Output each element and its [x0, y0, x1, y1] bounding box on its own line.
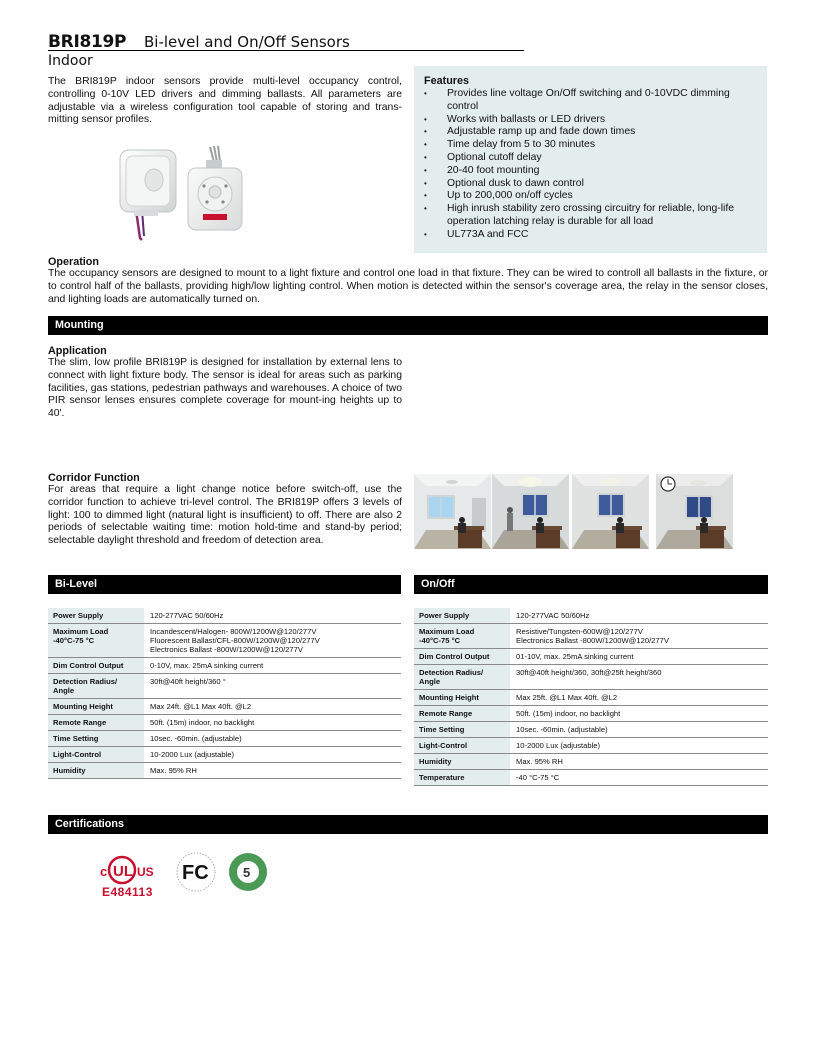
spec-value: Max 24ft. @L1 Max 40ft. @L2 — [144, 699, 401, 715]
table-row — [414, 690, 768, 706]
spec-value: Incandescent/Halogen- 800W/1200W@120/277V Fluorescent Ballast/CFL-800W/1200W@120/277V Electronics Ballast -800W/1200W@120/277V — [144, 624, 401, 658]
feature-list — [424, 88, 757, 242]
application-paragraph: The slim, low profile BRI819P is designed for installation by external lens to connect with light fixture body. The sensor is ideal for areas such as parking facilities, gas stations, pedestrian pathways and warehouses. A choice of two PIR sensor lenses ensures complete coverage for mount-ing heights up to 40'. — [48, 357, 402, 420]
cul-us-listed-icon — [100, 857, 154, 899]
table-row — [48, 699, 401, 715]
features-title: Features — [424, 75, 470, 87]
table-row — [414, 722, 768, 738]
table-row — [414, 738, 768, 754]
page-title: Bi-level and On/Off Sensors — [144, 33, 350, 51]
spec-label: Mounting Height — [414, 690, 510, 706]
sensor-product-image — [106, 138, 246, 250]
table-row — [414, 754, 768, 770]
spec-label: Humidity — [414, 754, 510, 770]
table-row — [414, 624, 768, 649]
ul-c-mark: c — [100, 864, 108, 879]
table-row — [48, 763, 401, 779]
spec-value: Resistive/Tungsten-600W@120/277V Electronics Ballast -800W/1200W@120/277V — [510, 624, 768, 649]
spec-value: -40 °C-75 °C — [510, 770, 768, 786]
spec-label: Mounting Height — [48, 699, 144, 715]
spec-value: Max 25ft. @L1 Max 40ft. @L2 — [510, 690, 768, 706]
spec-value: 0-10V, max. 25mA sinking current — [144, 658, 401, 674]
spec-label: Humidity — [48, 763, 144, 779]
intro-paragraph: The BRI819P indoor sensors provide multi-level occupancy control, controlling 0-10V LED drivers and dimming ballasts. All parameters are adjustable via a wireless configuration tool capable of storing and trans-mitting sensor profiles. — [48, 76, 402, 126]
spec-value: 10-2000 Lux (adjustable) — [510, 738, 768, 754]
corridor-paragraph: For areas that require a light change notice before switch-off, use the corridor function to achieve tri-level control. The BRI819P offers 3 levels of light: 100 to dimmed light (natural light is insufficient) to off. There are also 2 periods of selectable waiting time: motion hold-time and stand-by period; selectable daylight threshold and freedom of detection area. — [48, 484, 402, 547]
table-row — [414, 649, 768, 665]
onoff-section-bar: On/Off — [414, 575, 768, 594]
spec-label: Light-Control — [48, 747, 144, 763]
spec-value: 30ft@40ft height/360 ° — [144, 674, 401, 699]
application-heading: Application — [48, 345, 107, 357]
bilevel-spec-table — [48, 608, 401, 779]
spec-label: Remote Range — [414, 706, 510, 722]
spec-value: 10-2000 Lux (adjustable) — [144, 747, 401, 763]
certification-logos — [96, 848, 276, 902]
operation-heading: Operation — [48, 256, 99, 268]
spec-label: Maximum Load -40°C-75 °C — [414, 624, 510, 649]
feature-item: • UL773A and FCC — [424, 229, 757, 242]
fcc-mark: FC — [182, 862, 209, 884]
feature-item: • Up to 200,000 on/off cycles — [424, 190, 757, 203]
table-row — [414, 608, 768, 624]
table-row — [414, 665, 768, 690]
onoff-spec-table — [414, 608, 768, 786]
table-row — [414, 770, 768, 786]
feature-item: • Adjustable ramp up and fade down times — [424, 126, 757, 139]
room-illustration-occupied — [492, 474, 569, 549]
room-illustration-daylight — [414, 474, 491, 549]
feature-item: • High inrush stability zero crossing circuitry for reliable, long-life operation latching relay is durable for all load — [424, 203, 757, 229]
feature-item: • 20-40 foot mounting — [424, 165, 757, 178]
operation-paragraph: The occupancy sensors are designed to mount to a light fixture and control one load in that fixture. They can be wired to controll all ballasts in the fixture, or to control half of the ballasts, providing high/low lighting control. When motion is detected within the sensor's coverage area, the relay in the sensor closes, and lighting loads are automatically turned on. — [48, 268, 768, 305]
ul-mark: UL — [113, 863, 133, 880]
product-photo — [106, 138, 246, 250]
table-row — [48, 731, 401, 747]
spec-value: 50ft. (15m) indoor, no backlight — [510, 706, 768, 722]
spec-value: 50ft. (15m) indoor, no backlight — [144, 715, 401, 731]
table-row — [48, 624, 401, 658]
spec-value: 120-277VAC 50/60Hz — [510, 608, 768, 624]
table-row — [48, 608, 401, 624]
fcc-icon — [177, 853, 215, 891]
spec-label: Light-Control — [414, 738, 510, 754]
spec-label: Power Supply — [414, 608, 510, 624]
spec-value: Max. 95% RH — [144, 763, 401, 779]
mounting-section-bar: Mounting — [48, 316, 768, 335]
five-year-warranty-icon — [229, 853, 267, 891]
table-row — [48, 715, 401, 731]
warranty-years: 5 — [243, 865, 251, 880]
features-panel — [414, 66, 767, 253]
certifications-section-bar: Certifications — [48, 815, 768, 834]
spec-label: Power Supply — [48, 608, 144, 624]
page-subtitle: Indoor — [48, 53, 93, 69]
corridor-heading: Corridor Function — [48, 472, 140, 484]
spec-label: Detection Radius/ Angle — [48, 674, 144, 699]
feature-item: • Works with ballasts or LED drivers — [424, 114, 757, 127]
spec-label: Dim Control Output — [48, 658, 144, 674]
spec-label: Time Setting — [414, 722, 510, 738]
table-row — [48, 674, 401, 699]
title-row — [48, 32, 524, 51]
ul-file-number: E484113 — [102, 885, 153, 899]
table-row — [414, 706, 768, 722]
spec-label: Detection Radius/ Angle — [414, 665, 510, 690]
room-illustration-dimmed — [572, 474, 649, 549]
spec-value: 10sec. -60min. (adjustable) — [144, 731, 401, 747]
spec-value: Max. 95% RH — [510, 754, 768, 770]
corridor-illustrations — [414, 474, 764, 549]
feature-item: • Optional dusk to dawn control — [424, 178, 757, 191]
spec-value: 120-277VAC 50/60Hz — [144, 608, 401, 624]
bilevel-section-bar: Bi-Level — [48, 575, 401, 594]
spec-label: Remote Range — [48, 715, 144, 731]
feature-item: • Optional cutoff delay — [424, 152, 757, 165]
spec-label: Time Setting — [48, 731, 144, 747]
spec-value: 01-10V, max. 25mA sinking current — [510, 649, 768, 665]
room-illustration-off — [656, 474, 733, 549]
model-number: BRI819P — [48, 32, 127, 52]
ul-us-mark: US — [137, 865, 154, 879]
spec-value: 10sec. -60min. (adjustable) — [510, 722, 768, 738]
feature-item: • Provides line voltage On/Off switching and 0-10VDC dimming control — [424, 88, 757, 114]
spec-value: 30ft@40ft height/360, 30ft@25ft height/360 — [510, 665, 768, 690]
table-row — [48, 747, 401, 763]
spec-label: Temperature — [414, 770, 510, 786]
table-row — [48, 658, 401, 674]
spec-label: Dim Control Output — [414, 649, 510, 665]
spec-label: Maximum Load -40°C-75 °C — [48, 624, 144, 658]
feature-item: • Time delay from 5 to 30 minutes — [424, 139, 757, 152]
